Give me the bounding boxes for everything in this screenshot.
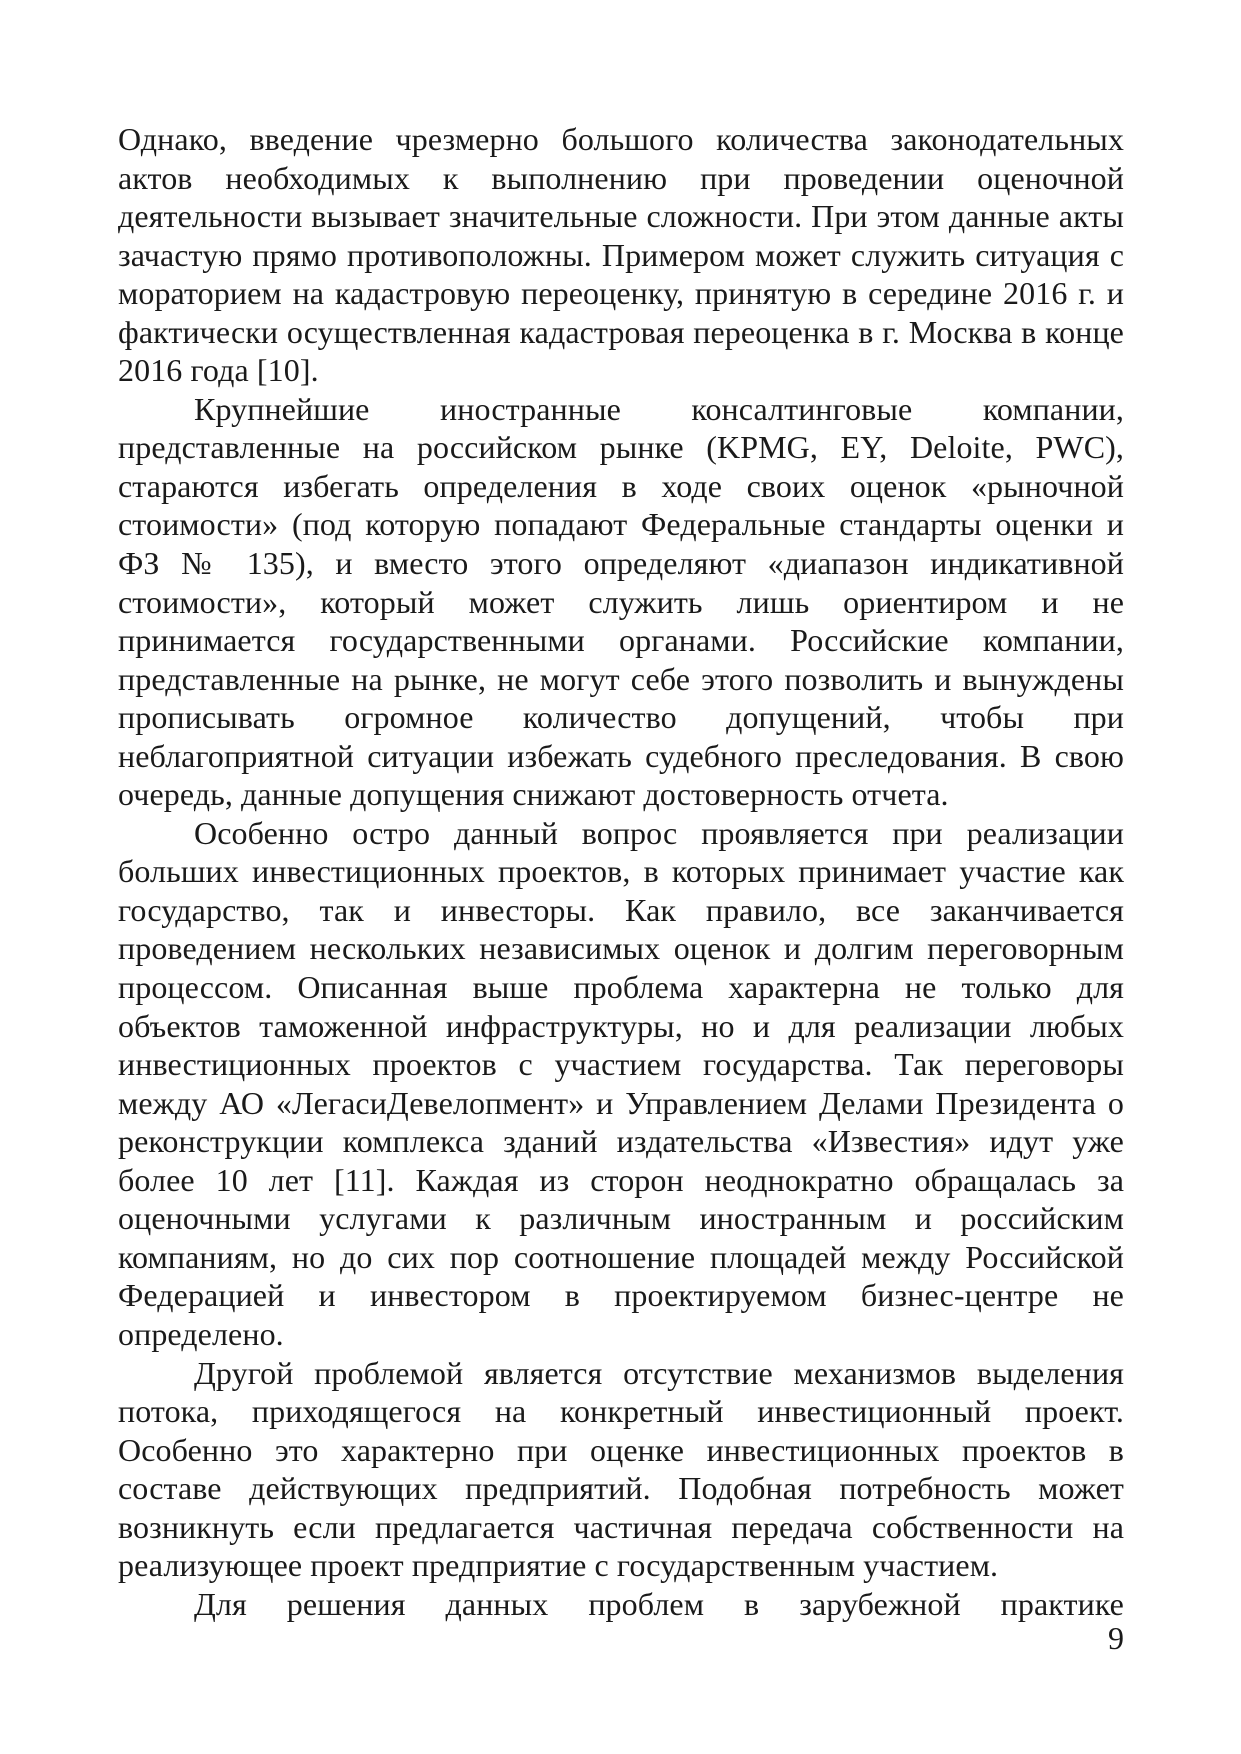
- paragraph-2: Крупнейшие иностранные консалтинговые компании, представленные на российском рынке (KPMG, EY, Deloite, PWC), стараются избегать определения в ходе своих оценок «рыночной стоимости» (под которую попадают Федеральные стандарты оценки и ФЗ № 135), и вместо этого определяют «диапазон индикативной стоимости», который может служить лишь ориентиром и не принимается государственными органами. Российские компании, представленные на рынке, не могут себе этого позволить и вынуждены прописывать огромное количество допущений, чтобы при неблагоприятной ситуации избежать судебного преследования. В свою очередь, данные допущения снижают достоверность отчета.: [118, 390, 1124, 813]
- paragraph-4: Другой проблемой является отсутствие механизмов выделения потока, приходящегося на конкретный инвестиционный проект. Особенно это характерно при оценке инвестиционных проектов в составе действующих предприятий. Подобная потребность может возникнуть если предлагается частичная передача собственности на реализующее проект предприятие с государственным участием.: [118, 1354, 1124, 1584]
- paragraph-5: Для решения данных проблем в зарубежной практике: [194, 1585, 1124, 1622]
- paragraph-3: Особенно остро данный вопрос проявляется при реализации больших инвестиционных проектов, в которых принимает участие как государство, так и инвесторы. Как правило, все заканчивается проведением нескольких независимых оценок и долгим переговорным процессом. Описанная выше проблема характерна не только для объектов таможенной инфраструктуры, но и для реализации любых инвестиционных проектов с участием государства. Так переговоры между АО «ЛегасиДевелопмент» и Управлением Делами Президента о реконструкции комплекса зданий издательства «Известия» идут уже более 10 лет [11]. Каждая из сторон неоднократно обращалась за оценочными услугами к различным иностранным и российским компаниям, но до сих пор соотношение площадей между Российской Федерацией и инвестором в проектируемом бизнес-центре не определено.: [118, 814, 1124, 1352]
- paragraph-1: Однако, введение чрезмерно большого количества законодательных актов необходимых к выполнению при проведении оценочной деятельности вызывает значительные сложности. При этом данные акты зачастую прямо противоположны. Примером может служить ситуация с мораторием на кадастровую переоценку, принятую в середине 2016 г. и фактически осуществленная кадастровая переоценка в г. Москва в конце 2016 года [10].: [118, 121, 1124, 389]
- page-number: 9: [1108, 1620, 1124, 1656]
- body-text: [118, 120, 1124, 1623]
